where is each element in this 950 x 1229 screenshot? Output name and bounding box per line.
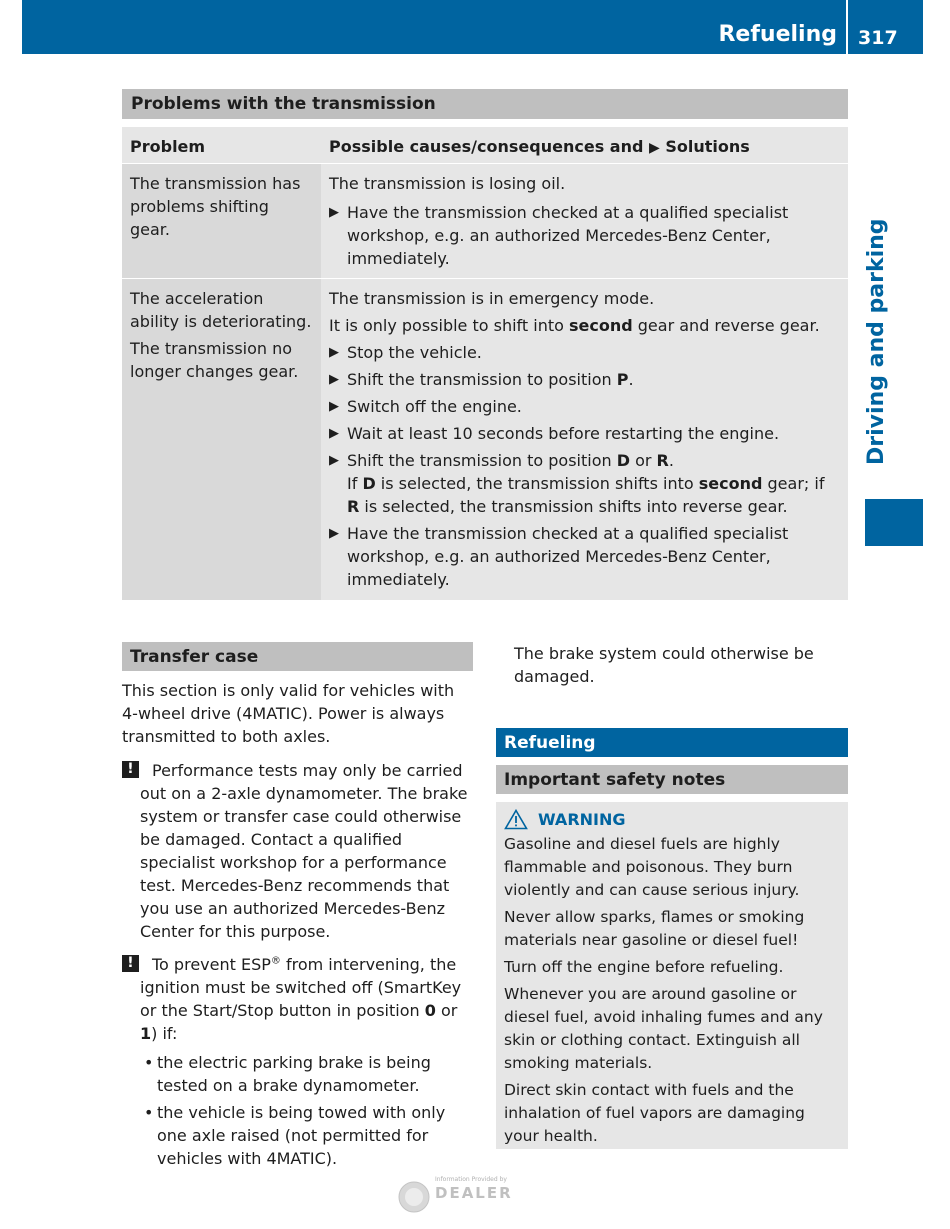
step-text: Stop the vehicle.: [347, 343, 482, 362]
problem-text: The acceleration ability is deteriorating.: [130, 289, 312, 331]
header-solutions-tail: Solutions: [665, 137, 750, 156]
caution-note: [122, 953, 474, 1045]
step-arrow-icon: ▶: [329, 372, 339, 387]
step-text: .: [668, 451, 674, 470]
side-tab-marker: [865, 499, 923, 546]
solution-step: [329, 422, 840, 445]
step-arrow-icon: ▶: [649, 140, 660, 156]
warning-label: WARNING: [538, 810, 626, 829]
solution-step: [329, 341, 840, 364]
bullet-icon: •: [144, 1053, 154, 1072]
warning-header: [504, 808, 840, 831]
solution-step: [329, 395, 840, 418]
caution-note: [122, 759, 474, 943]
intro-text: This section is only valid for vehicles with 4-wheel drive (4MATIC). Power is always transmitted to both axles.: [122, 681, 455, 746]
step-text: Shift the transmission to position: [347, 370, 617, 389]
warning-text: Direct skin contact with fuels and the inhalation of fuel vapors are damaging your health.: [504, 1081, 805, 1145]
footer-logo-text: DEALER: [435, 1184, 513, 1202]
warning-text: Gasoline and diesel fuels are highly flammable and poisonous. They burn violently and can cause serious injury.: [504, 835, 800, 899]
step-bold: D: [616, 451, 630, 470]
warning-triangle-icon: [504, 809, 528, 830]
step-bold: P: [616, 370, 629, 389]
step-bold: R: [656, 451, 669, 470]
problem-text: The transmission no longer changes gear.: [130, 339, 299, 381]
header-solutions-label: Possible causes/consequences and: [329, 137, 644, 156]
section-title-refueling: Refueling: [496, 728, 848, 757]
list-item: [122, 1101, 474, 1170]
note-text: Performance tests may only be carried out on a 2-axle dynamometer. The brake system or transfer case could otherwise be damaged. Contact a qualified specialist workshop for a performance test. Mercedes-Benz recommends that you use an authorized Mercedes-Benz Center for this purpose.: [140, 761, 468, 941]
solution-step: [329, 522, 840, 591]
note-text: or: [435, 1001, 458, 1020]
table-header-problem: [122, 127, 321, 163]
transfer-case-body: [122, 679, 474, 1174]
note-text: ) if:: [151, 1024, 178, 1043]
cause-text: The transmission is in emergency mode.: [329, 289, 655, 308]
shift-bold: second: [568, 316, 633, 335]
warning-box: [496, 802, 848, 1149]
note-bold: 1: [140, 1024, 152, 1043]
step-text: .: [628, 370, 634, 389]
step-text: Switch off the engine.: [347, 397, 522, 416]
list-item-text: the vehicle is being towed with only one axle raised (not permitted for vehicles with 4MATIC).: [157, 1103, 446, 1168]
page-header: [22, 0, 923, 54]
page-number: 317: [858, 27, 898, 49]
step-arrow-icon: ▶: [329, 345, 339, 360]
step-bold: R: [347, 497, 360, 516]
step-bold: D: [362, 474, 376, 493]
table-title: Problems with the transmission: [131, 94, 436, 114]
header-divider: [846, 0, 848, 54]
step-arrow-icon: ▶: [329, 526, 339, 541]
warning-text: Turn off the engine before refueling.: [504, 958, 784, 976]
step-text: or: [629, 451, 657, 470]
exclamation-icon: !: [122, 761, 139, 778]
table-header-solutions: [321, 127, 848, 163]
step-arrow-icon: ▶: [329, 453, 339, 468]
step-text: is selected, the transmission shifts into reverse gear.: [359, 497, 788, 516]
step-arrow-icon: ▶: [329, 399, 339, 414]
table-row-1-solution: [321, 164, 848, 278]
note-text: from intervening, the ignition must be switched off (SmartKey or the Start/Stop button in position: [140, 955, 462, 1020]
step-text: gear; if: [762, 474, 825, 493]
step-text: Have the transmission checked at a qualified specialist workshop, e.g. an authorized Mercedes-Benz Center, immediately.: [347, 203, 789, 268]
cause-text: The transmission is losing oil.: [329, 174, 566, 193]
registered-mark: ®: [270, 955, 281, 967]
warning-text: Never allow sparks, flames or smoking materials near gasoline or diesel fuel!: [504, 908, 805, 949]
note-bold: 0: [424, 1001, 436, 1020]
side-tab-label: Driving and parking: [864, 218, 889, 465]
step-text: Wait at least 10 seconds before restarting the engine.: [347, 424, 780, 443]
subsection-title-safety: Important safety notes: [496, 765, 848, 794]
solution-step: [329, 201, 840, 270]
exclamation-icon: !: [122, 955, 139, 972]
solution-step: [329, 449, 840, 518]
note-text: To prevent ESP: [152, 955, 271, 974]
solution-step: [329, 368, 840, 391]
table-title-bar: [122, 89, 848, 119]
step-bold: second: [698, 474, 763, 493]
step-text: Shift the transmission to position: [347, 451, 617, 470]
step-text: If: [347, 474, 363, 493]
warning-text: Whenever you are around gasoline or diesel fuel, avoid inhaling fumes and any skin or clothing contact. Extinguish all smoking materials.: [504, 985, 823, 1072]
step-arrow-icon: ▶: [329, 205, 339, 220]
table-row-1-problem: [122, 164, 321, 278]
table-row-2-solution: [321, 279, 848, 600]
shift-text: It is only possible to shift into: [329, 316, 569, 335]
table-row-2-problem: [122, 279, 321, 600]
shift-note: [329, 314, 840, 337]
step-text: is selected, the transmission shifts into: [375, 474, 699, 493]
list-item-text: the electric parking brake is being tested on a brake dynamometer.: [157, 1053, 431, 1095]
header-title: Refueling: [718, 22, 837, 47]
dealer-logo: [395, 1175, 545, 1217]
shift-text: gear and reverse gear.: [632, 316, 820, 335]
problem-text: The transmission has problems shifting gear.: [130, 174, 301, 239]
step-text: Have the transmission checked at a qualified specialist workshop, e.g. an authorized Mercedes-Benz Center, immediately.: [347, 524, 789, 589]
step-arrow-icon: ▶: [329, 426, 339, 441]
continued-text: The brake system could otherwise be damaged.: [514, 644, 814, 686]
section-title-transfer-case: Transfer case: [122, 642, 473, 671]
footer-small-text: Information Provided by: [435, 1176, 507, 1183]
header-problem-label: Problem: [130, 137, 206, 156]
bullet-icon: •: [144, 1103, 154, 1122]
list-item: [122, 1051, 474, 1097]
